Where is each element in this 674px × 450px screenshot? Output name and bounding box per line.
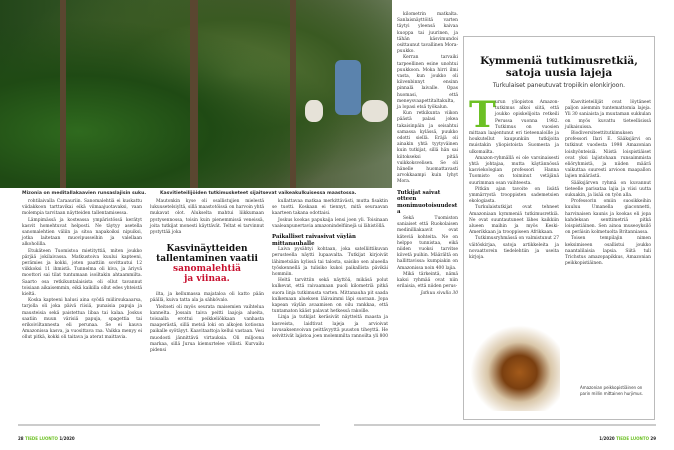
subheading: Tutkijat saivat otteen monimuotoisuudesta bbox=[397, 189, 458, 216]
pull-quote-line: sanomalehtiä bbox=[173, 264, 241, 275]
paragraph: Kasvitieteilijät ovat löytäneet paljon aiemmin tuntemattomia lajeja. Yli 30 saniaista ja muutaman sukkulan on myös kuvattu tieteellisissä julkaisuissa. bbox=[565, 100, 651, 130]
paragraph: Joskus kookas papukaija lensi joen yli. Toisinaan vaaleanpunertavia amazonindelfiinejä ui lähistöllä. bbox=[272, 217, 388, 229]
sample-sack bbox=[362, 100, 388, 122]
paragraph: Mikä tärkeintä, nämä kaksi ryhmää ovat niin erilaisia, että niiden perus- bbox=[397, 271, 458, 290]
paragraph: Kun retkikunta viikon päästä palasi jokea takaisinpäin ja seisahtui samassa kylässä, puukko odotti siellä. Eräjä oli ainakin yhtä tyytyväinen kuin tutkijat, sillä hän sai kiitokseksi pitää vuikkoksvelisen. Se oli hänelle huomattavasti arvokkaampi kuin lyhyt Mora. bbox=[397, 111, 458, 185]
magazine-name: TIEDE LUONTO bbox=[24, 436, 58, 441]
box-subtitle: Turkulaiset paneutuvat tropiikin elonkirjoon. bbox=[492, 82, 626, 89]
paragraph: Yleitseti oli myös seurata maisemien vaihtelua kannelta. Jossain taiva peitti laajoja alueita, toisaalla erottui peikkeliökkaan vanhasta maaperästä, sillä metsä loki on alkojen kotiosna paikalle syötäyyt. Kaavitaattoja kellui vastaan. Vesi muodosti jännittävä virtauksia. Oli miljoona markaa, sillä Jurua kiemurtelee villisti. Kurvailu pidensi bbox=[150, 304, 264, 354]
insect-caption: Amazonian peikkopistiäinen on parin millin mittainen hurjimus. bbox=[580, 385, 643, 396]
photo-caption-left: Mizonia on meditallakaavien runsaslajisin suku. bbox=[22, 191, 147, 196]
pull-quote-line: tallentaminen vaatii bbox=[156, 254, 258, 265]
insect-photo bbox=[470, 325, 560, 411]
paragraph: Kerran tarvaiki tarpeellinen esine unohtui puukkoon. Moka hirri ilmi vasta, kun joukko oli kiivenbinnyt ensinn pinnalä laivalle. Opas huomasi, että meneysvaapettitaltakulta, ja lopasi etsä työkalun. bbox=[397, 55, 458, 111]
paragraph: Biodiversiteettitutkimuksen professori Ilari E. Sääksjärvi on tutkinut vuodesta 1998 Amazonian loishyönteisiä. Niistä loispistiäiset ovat yksi lajistohaan runsaimmista eliöryhmistä, ja niiden määrä vaikuttaa suuresti arvioon maapallon lajien määrästä. bbox=[565, 131, 651, 180]
paragraph: Laiva pysähtyi kohtaan, joka satelliittikuvan perusteella näytti lupaavalta. Tutkijat kirjoivät lähimetsään kylissä tai talosta, saisiko sen alueella työskennellä ja tulisiko kukoi paikallista pävikäi hommiin. bbox=[272, 247, 388, 278]
paragraph: urun yliopiston Amazon-tutkimus alkoi siitä, että joukko opiskelijoita retkeili Perussa vuonna 1982. Tutkimus on vuosien mittaan laajentunut eri tieteenaloille ja houkutellut kaupunkiin tutkijoita muistakin yliopistoista Suomesta ja ulkomailta. bbox=[469, 100, 559, 155]
pull-quote-line: ja viinaa. bbox=[184, 274, 230, 285]
divider bbox=[18, 424, 320, 426]
paragraph: Pitkän ajan tavoite on lisätä ymmärrystä trooppisten sademetsien ekologiasta. bbox=[469, 186, 559, 205]
tree-trunk bbox=[190, 0, 198, 188]
paragraph: rohtilaivalla Caraauriin. Sanomalehtiä ei kuskattu viidakkoon tarttavikai eikä viimaajuotavaksi, vaan molempia tarvitaan näytteiden tallentamisessa. bbox=[22, 199, 142, 217]
column-4 bbox=[397, 12, 458, 297]
paragraph: Lämpimässä ja kosteassa ympäristössä kerätyt kasvit homehtuvat helposti. Ne täytyy asetella sanomalehtien väliin ja sitoa napakoiksi nipuiksi, jotka laitetaan muovipusseihin ja valellaan alkoholilla. bbox=[22, 217, 142, 248]
subheading: Paikalliset raivasivat väylän mittanauhalle bbox=[272, 234, 356, 247]
paragraph: Professorin omiin suosikkeihin kuuluu Umanella giaconnetti, harvinaisen kaunis ja kookas eli jopa kahdeksan senttimetriä pitkä loispistiäinen. Sen ainoa museoyksilö on peräisin kolmetuolta Britanniassa. bbox=[565, 199, 651, 236]
pull-quote-line: Kasvinäytteiden bbox=[166, 244, 248, 255]
page-number: 28 bbox=[18, 436, 24, 441]
paragraph: Linja ja tutkijat keräsivät näytteitä maasta ja kasveista, laidtivat lajeja ja arvioivat luvusaksenvoivan peittävyyttä puuston tiheyttä. He selvittivät lajistoa joen molemmilta rannoilta yli 800 bbox=[272, 315, 389, 340]
paragraph: Etukäteen Tuomistoa mietityttiä, miten joukko pärjää jokilaivassa. Matkustoiva kuului kapteeni, perämies ja kokki, joten paattiin sovittautui 12 viikkoksi 11 ihmistä. Tunnelma oli kiva, ja äriyvä moottori sai tilat tuntumaan isoiltakin ahtaammilta. Saarto osa retkikuntalaisista oli ollut tavannut toisiaan aikaisemmin, eikä kaikilla ollut edes yhteistä kieltä. bbox=[22, 248, 142, 298]
box-column-2 bbox=[565, 100, 651, 267]
photo-caption-right: Kasvitieteilijöiden tutkimusketeet sijaitsevat vaikeakulkuisessa maastossa. bbox=[160, 191, 357, 196]
footer-right bbox=[599, 436, 656, 441]
paragraph: Heltä tarvittiin sekä näyttöä, mikäsä polut kulkevat, että raivaamaan puoli kilometriä pitkä suora linja tutkimusta varten. Mittanauha pit saada kulkemaan alueksen läävaimmi läpi suoraan. Jopa kapean väylän avaamisen on oilu rankkaa, että tuntamaton kääst palavat hetkessä rakoille. bbox=[272, 278, 388, 315]
page-number: 29 bbox=[650, 436, 656, 441]
continued-note: Jatkuu sivulla 30 bbox=[420, 290, 458, 296]
magazine-name: TIEDE LUONTO bbox=[616, 436, 650, 441]
paragraph: Amazon-ryhmällä ei ole varsinaisesti yhtä johtajaa, mutta käytännössä kasviekologian professori Hanna Tuomisto on toiminut vetäjänä suurimman osan vaihteesta. bbox=[469, 155, 559, 186]
paragraph: Toisen tempilajin nimen keksimiseen osallistui joukko naantalilaisia lapsia. Siitä tuli Trichstus amazopapikkus, Amazonian peikkopistiäinen. bbox=[565, 236, 651, 267]
divider bbox=[354, 424, 656, 426]
paragraph: ilta, ja kellumassa majataloa oli katto pään päällä, kuiva tatta ala ja sähkövalo. bbox=[150, 292, 264, 304]
issue: 1/2020 bbox=[599, 436, 615, 441]
paragraph: Koska kapteeni halusi aina syödä miilirsukaaarsa, tarjolla oli joka päivä riisiä, punaisia papuja ja mausteisia sekä paistettua libaa tai kalaa. Joskus saatiin muun värisiä papuja, spagettia tai erikoiviltannesta eli perunaa. Se ei kauva Amazonissa kasva, ja vuosittava raa. Vaikka menyy ei ollut pitkä, kokki oli taitava ja aterat maittavia. bbox=[22, 298, 142, 341]
paragraph: kilometrin matkalta. Sanlaisnäyttöitä varten täytyi yleensä kaivaa kuoppa tai juurinen, ja tähän käsvimundoi osittaunut tavallinen Mora-puukko. bbox=[397, 12, 458, 55]
paragraph: Tutkimusryhmässä on valmistunut 27 väitöskirjaa, satoja artikkeleita ja novaattorein tiedelehtiin ja useita kirjoja. bbox=[469, 236, 559, 261]
box-title: Kymmeniä tutkimusretkiä, satoja uusia lajeja bbox=[480, 55, 638, 79]
sample-sack bbox=[305, 100, 323, 122]
issue: 1/2020 bbox=[59, 436, 75, 441]
paragraph: Sekä Tuomiston saniaiset että Ruokolaisen medinilliakaavit ovat käteviä kohteita. Ne on helppo tunnistaa, eikä niiden vuoksi tarvitse kiivetä puihin. Määrältä on hallittavissa: kumpiakin on Amazonissa noin 400 lajia. bbox=[397, 216, 458, 271]
pull-quote bbox=[150, 244, 264, 284]
drop-cap: T bbox=[469, 94, 496, 136]
column-1 bbox=[22, 199, 142, 342]
box-column-1 bbox=[469, 94, 559, 261]
paragraph: Turkulaistutkijat ovat tehneet Amazoniaan kymmeniä tutkimusretkiä. Ne ovat suuntautuneet lähes kaikkiin alueen maihin ja myös Keski-Amerikkaan ja trooppiseen Afrikkaan. bbox=[469, 205, 559, 236]
column-3 bbox=[272, 199, 388, 340]
paragraph: Sääksjärven ryhmä on kuvannut tieteelle parisataa lajia ja viisi uutta sukuakin, ja lisää on työn alla. bbox=[565, 180, 651, 199]
paragraph: Mautonkin kyse oli osallistujien mielestä lukuusetelsiyltä, sillä maastotöissä on harvoin yhtä mukavat olot. Alukselta mahtui liikkumaan pystysennossa, toisin kuin pienemmissä veneissä, joita tutkijat monesti käyttävät. Teltat ei tarvinnut pystyttää joka bbox=[150, 199, 264, 236]
tree-trunk bbox=[60, 0, 66, 188]
rainforest-photo bbox=[0, 0, 392, 188]
footer-left bbox=[18, 436, 75, 441]
column-2 bbox=[150, 199, 264, 354]
tree-trunk bbox=[290, 0, 296, 188]
paragraph: kullattavaa matkaa merkittävästi, mutta fisaktin se tuotti. Koskaan ei tiennyt, mitä seuraavan kaarteen takana odottaisi. bbox=[272, 199, 388, 217]
researcher-figure bbox=[335, 60, 361, 115]
